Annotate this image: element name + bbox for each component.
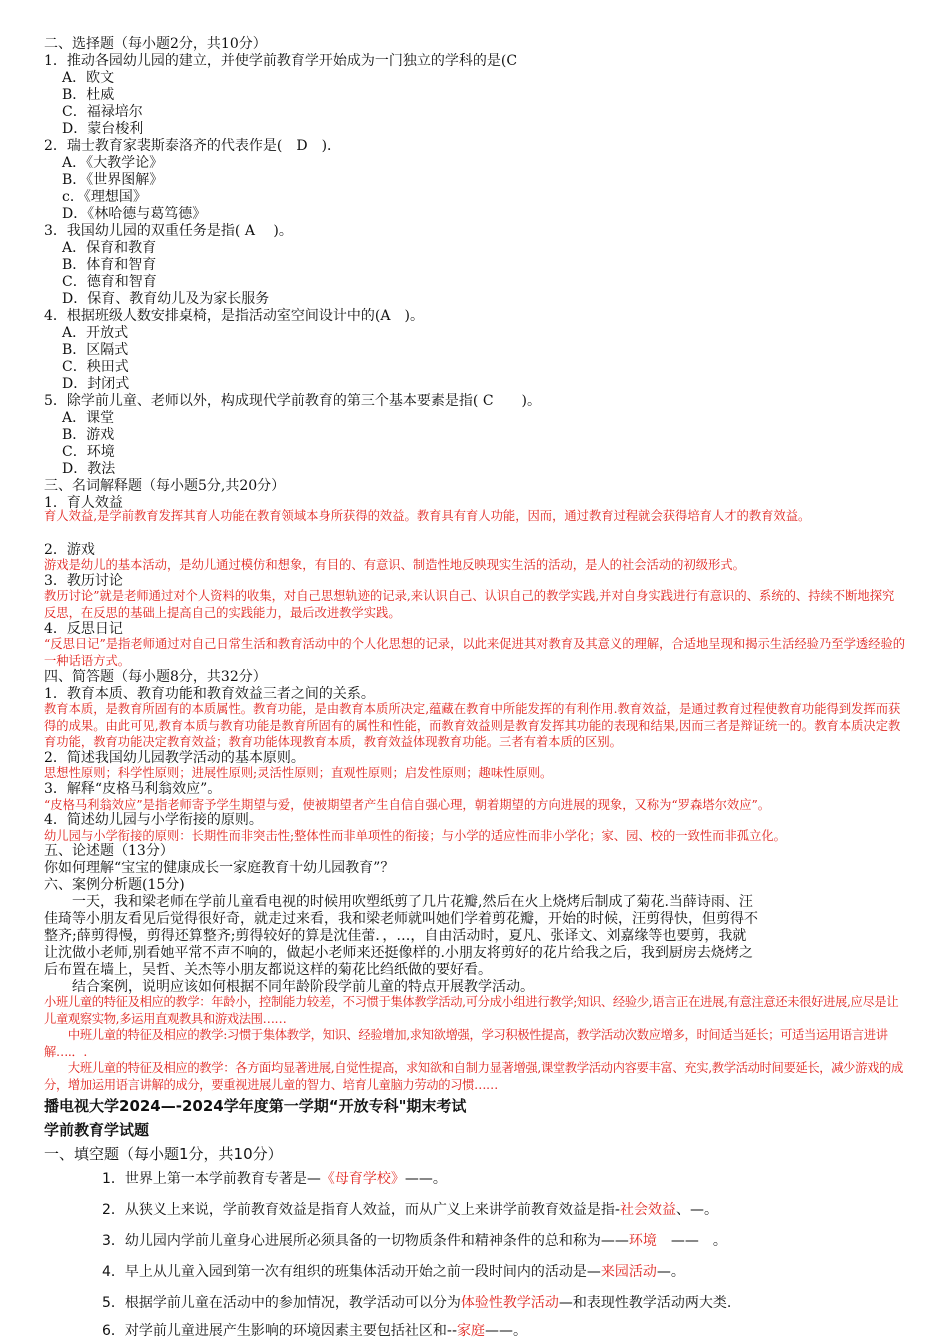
option: D．保育、教育幼儿及为家长服务	[62, 291, 270, 307]
section-heading-fill-in: 一、填空题（每小题1分，共10分）	[44, 1145, 283, 1163]
term-title: 1．育人效益	[44, 495, 123, 511]
short-answer: 思想性原则；科学性原则；进展性原则;灵活性原则；直观性原则；启发性原则；趣味性原则。	[44, 766, 553, 780]
case-answer-middle-class: 中班儿童的特征及相应的教学:习惯于集体教学，知识、经验增加,求知欲增强，学习积极性提高，教学活动次数应增多，时间适当延长；可适当运用语言进讲解….．.	[44, 1028, 888, 1059]
case-text-line: 结合案例，说明应该如何根据不同年龄阶段学前儿童的特点开展教学活动。	[44, 979, 534, 995]
section-heading-multiple-choice: 二、选择题（每小题2分，共10分）	[44, 36, 267, 52]
option: C．福禄培尔	[62, 104, 143, 120]
option: D．《林哈德与葛笃德》	[62, 206, 207, 222]
short-answer: “皮格马利翁效应”是指老师寄予学生期望与爱，使被期望者产生自信自强心理，朝着期望的方向进展的现象，又称为“罗森塔尔效应”。	[44, 798, 771, 812]
exam-subtitle: 学前教育学试题	[44, 1121, 150, 1139]
term-answer: 教历讨论”就是老师通过对个人资料的收集，对自己思想轨迹的记录,来认识自己、认识自己的教学实践,并对自身实践进行有意识的、系统的、持续不断地探究反思，在反思的基础上提高自己的实践能力，最后改进教学实践。	[44, 589, 895, 620]
question-1: 1．推动各园幼儿园的建立，并使学前教育学开始成为一门独立的学科的是(C	[44, 53, 518, 69]
fill-answer: 来园活动	[600, 1264, 657, 1280]
fill-answer: 《母育学校》	[320, 1171, 405, 1187]
section-heading-case: 六、案例分析题(15分)	[44, 877, 185, 893]
exam-title: 播电视大学2024—-2024学年度第一学期“开放专科"期末考试	[44, 1097, 467, 1115]
option: C．秧田式	[62, 359, 129, 375]
fill-question-4: 4．早上从儿童入园到第一次有组织的班集体活动开始之前一段时间内的活动是—来园活动—。	[102, 1264, 685, 1280]
term-answer: “反思日记”是指老师通过对自己日常生活和教育活动中的个人化思想的记录，以此来促进其对教育及其意义的理解，合适地呈现和揭示生活经验乃至学透经验的一种话语方式。	[44, 637, 906, 668]
option: D．封闭式	[62, 376, 130, 392]
option: D．教法	[62, 461, 116, 477]
short-question: 4．简述幼儿园与小学衔接的原则。	[44, 812, 263, 828]
case-answer-large-class: 大班儿童的特征及相应的教学：各方面均显著进展,自觉性提高，求知欲和自制力显著增强,课堂教学活动内容要丰富、充实,教学活动时间要延长，减少游戏的成分，增加运用语言讲解的成分，要重视进展儿童的智力、培育儿童脑力劳动的习惯……	[44, 1061, 903, 1092]
case-text-line: 后布置在墙上，吴哲、关杰等小朋友都说这样的菊花比绉纸做的要好看。	[44, 962, 492, 978]
section-heading-short-answer: 四、简答题（每小题8分，共32分）	[44, 669, 267, 685]
case-text-line: 佳琦等小朋友看见后觉得很好奇，就走过来看，我和梁老师就叫她们学着剪花瓣，开始的时候，汪剪得快，但剪得不	[44, 911, 758, 927]
option: B．体育和智育	[62, 257, 157, 273]
case-text-line: 一天，我和梁老师在学前儿童看电视的时候用吹塑纸剪了几片花瓣,然后在火上烧烤后制成了菊花.当薛诗雨、汪	[44, 894, 753, 910]
section-heading-essay: 五、论述题（13分）	[44, 843, 174, 859]
option: B．杜威	[62, 87, 115, 103]
option: B．区隔式	[62, 342, 129, 358]
short-question: 2．简述我国幼儿园教学活动的基本原则。	[44, 750, 305, 766]
option: A．开放式	[62, 325, 129, 341]
term-answer: 育人效益,是学前教育发挥其育人功能在教育领域本身所获得的效益。教育具有育人功能，因而，通过教育过程就会获得培育人才的教育效益。	[44, 509, 811, 523]
fill-question-6: 6．对学前儿童进展产生影响的环境因素主要包括社区和--家庭——。	[102, 1323, 528, 1339]
fill-question-2: 2．从狭义上来说，学前教育效益是指育人效益，而从广义上来讲学前教育效益是指-社会效益、—。	[102, 1202, 718, 1218]
section-heading-terms: 三、名词解释题（每小题5分,共20分）	[44, 478, 286, 494]
option: C．德育和智育	[62, 274, 157, 290]
term-title: 4．反思日记	[44, 621, 123, 637]
term-title: 3．教历讨论	[44, 573, 123, 589]
question-5: 5．除学前儿童、老师以外，构成现代学前教育的第三个基本要素是指( C )。	[44, 393, 541, 409]
case-text-line: 让沈做小老师,别看她平常不声不响的，做起小老师来还挺像样的.小朋友将剪好的花片给我之后，我到厨房去烧烤之	[44, 945, 753, 961]
short-answer: 幼儿园与小学衔接的原则：长期性而非突击性;整体性而非单项性的衔接；与小学的适应性而非小学化；家、园、校的一致性而非孤立化。	[44, 829, 786, 843]
case-text-line: 整齐;薛剪得慢，剪得还算整齐;剪得较好的算是沈佳蕾．，…，自由活动时，夏凡、张译文、刘嘉缘等也要剪，我就	[44, 928, 747, 944]
short-question: 3．解释“皮格马利翁效应”。	[44, 781, 222, 797]
option: D．蒙台梭利	[62, 121, 144, 137]
question-4: 4．根据班级人数安排桌椅，是指活动室空间设计中的(A )。	[44, 308, 424, 324]
fill-question-5: 5．根据学前儿童在活动中的参加情况，教学活动可以分为体验性教学活动—和表现性教学活动两大类.	[102, 1295, 732, 1311]
case-answer-small-class: 小班儿童的特征及相应的教学：年龄小，控制能力较差，不习惯于集体教学活动,可分成小组进行教学;知识、经验少,语言正在进展,有意注意还未很好进展,应尽是让儿童观察实物,多运用直观教具和游戏法围……	[44, 995, 899, 1026]
short-answer: 教育本质，是教育所固有的本质属性。教育功能，是由教育本质所决定,蕴藏在教育中所能发挥的有利作用.教育效益，是通过教育过程使教育功能得到发挥而获得的成果。由此可见,教育本质与教育功能是教育所固有的属性和性能，而教育效益则是教育发挥其功能的表现和结果,因而三者是辩证统一的。教育本质决定教育功能，教育功能决定教育效益；教育功能体现教育本质，教育效益体现教育功能。三者有着本质的区别。	[44, 702, 901, 749]
term-title: 2．游戏	[44, 542, 95, 558]
fill-question-3: 3．幼儿园内学前儿童身心进展所必须具备的一切物质条件和精神条件的总和称为——环境 —— 。	[102, 1233, 727, 1249]
option: B．游戏	[62, 427, 115, 443]
fill-question-1: 1．世界上第一本学前教育专著是—《母育学校》——。	[102, 1171, 447, 1187]
option: A．《大教学论》	[62, 155, 164, 171]
fill-answer: 家庭	[457, 1323, 486, 1339]
option: c．《理想国》	[62, 189, 147, 205]
option: B．《世界图解》	[62, 172, 164, 188]
fill-answer: 体验性教学活动	[460, 1295, 559, 1311]
option: A．欧文	[62, 70, 115, 86]
short-question: 1．教育本质、教育功能和教育效益三者之间的关系。	[44, 686, 375, 702]
option: A．课堂	[62, 410, 115, 426]
fill-answer: 环境	[628, 1233, 657, 1249]
term-answer: 游戏是幼儿的基本活动，是幼儿通过模仿和想象，有目的、有意识、制造性地反映现实生活的活动，是人的社会活动的初级形式。	[44, 558, 745, 572]
option: A．保育和教育	[62, 240, 157, 256]
essay-question: 你如何理解“宝宝的健康成长一家庭教育十幼儿园教育”？	[44, 860, 395, 876]
option: C．环境	[62, 444, 115, 460]
fill-answer: 社会效益	[619, 1202, 676, 1218]
question-3: 3．我国幼儿园的双重任务是指( A )。	[44, 223, 293, 239]
question-2: 2．瑞士教育家裴斯泰洛齐的代表作是( D )．	[44, 138, 342, 154]
